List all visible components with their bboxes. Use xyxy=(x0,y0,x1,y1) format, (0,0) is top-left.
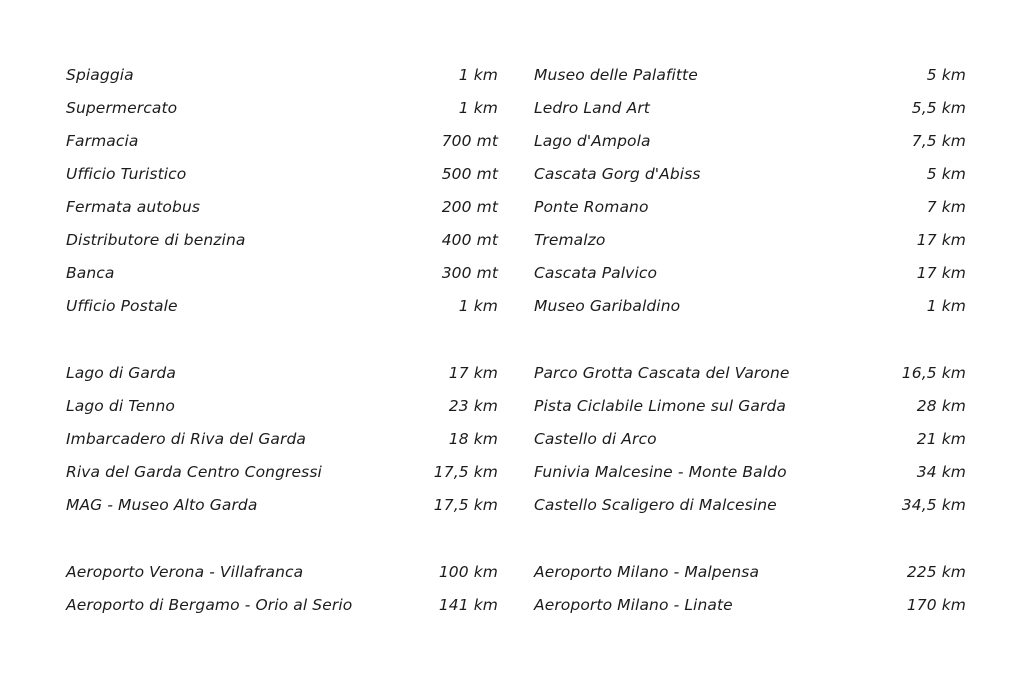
place-name: Fermata autobus xyxy=(66,197,201,216)
right-column xyxy=(534,58,966,655)
place-distance: 34,5 km xyxy=(901,495,966,514)
place-distance: 700 mt xyxy=(441,131,498,150)
place-name: Lago di Tenno xyxy=(66,396,175,415)
list-item xyxy=(534,256,966,289)
list-item xyxy=(534,124,966,157)
list-item xyxy=(534,91,966,124)
left-column xyxy=(66,58,498,655)
list-item xyxy=(66,455,498,488)
place-name: Cascata Gorg d'Abiss xyxy=(534,164,701,183)
list-item xyxy=(534,289,966,322)
place-distance: 1 km xyxy=(458,296,498,315)
place-distance: 100 km xyxy=(438,562,498,581)
place-name: Banca xyxy=(66,263,115,282)
list-item xyxy=(66,289,498,322)
place-name: MAG - Museo Alto Garda xyxy=(66,495,258,514)
list-item xyxy=(534,389,966,422)
place-name: Funivia Malcesine - Monte Baldo xyxy=(534,462,787,481)
place-name: Castello Scaligero di Malcesine xyxy=(534,495,777,514)
list-item xyxy=(534,190,966,223)
list-item xyxy=(534,157,966,190)
place-distance: 1 km xyxy=(926,296,966,315)
place-name: Aeroporto Milano - Malpensa xyxy=(534,562,760,581)
place-distance: 34 km xyxy=(916,462,966,481)
place-name: Aeroporto di Bergamo - Orio al Serio xyxy=(66,595,353,614)
place-distance: 21 km xyxy=(916,429,966,448)
place-name: Imbarcadero di Riva del Garda xyxy=(66,429,307,448)
list-item xyxy=(534,588,966,621)
place-name: Castello di Arco xyxy=(534,429,657,448)
place-name: Museo delle Palafitte xyxy=(534,65,698,84)
left-group-garda-attractions xyxy=(66,356,498,521)
list-item xyxy=(66,157,498,190)
place-distance: 400 mt xyxy=(441,230,498,249)
place-name: Supermercato xyxy=(66,98,178,117)
list-item xyxy=(66,389,498,422)
place-distance: 16,5 km xyxy=(901,363,966,382)
place-name: Parco Grotta Cascata del Varone xyxy=(534,363,790,382)
place-name: Ponte Romano xyxy=(534,197,649,216)
place-name: Ledro Land Art xyxy=(534,98,650,117)
list-item xyxy=(534,356,966,389)
place-distance: 1 km xyxy=(458,65,498,84)
place-distance: 500 mt xyxy=(441,164,498,183)
place-name: Farmacia xyxy=(66,131,139,150)
place-distance: 23 km xyxy=(448,396,498,415)
list-item xyxy=(66,190,498,223)
place-name: Tremalzo xyxy=(534,230,606,249)
place-name: Distributore di benzina xyxy=(66,230,246,249)
list-item xyxy=(66,588,498,621)
list-item xyxy=(534,422,966,455)
place-name: Aeroporto Milano - Linate xyxy=(534,595,733,614)
right-group-airports xyxy=(534,555,966,621)
left-group-airports xyxy=(66,555,498,621)
place-distance: 17 km xyxy=(916,230,966,249)
place-distance: 28 km xyxy=(916,396,966,415)
place-name: Lago d'Ampola xyxy=(534,131,651,150)
right-group-ledro-attractions xyxy=(534,58,966,322)
list-item xyxy=(534,223,966,256)
place-distance: 7 km xyxy=(926,197,966,216)
list-item xyxy=(66,555,498,588)
place-name: Pista Ciclabile Limone sul Garda xyxy=(534,396,786,415)
list-item xyxy=(66,91,498,124)
place-name: Museo Garibaldino xyxy=(534,296,681,315)
place-distance: 17 km xyxy=(916,263,966,282)
place-distance: 300 mt xyxy=(441,263,498,282)
place-name: Ufficio Postale xyxy=(66,296,178,315)
list-item xyxy=(66,58,498,91)
right-group-garda-attractions xyxy=(534,356,966,521)
place-distance: 5 km xyxy=(926,164,966,183)
list-item xyxy=(66,124,498,157)
place-distance: 1 km xyxy=(458,98,498,117)
place-distance: 17 km xyxy=(448,363,498,382)
list-item xyxy=(66,256,498,289)
list-item xyxy=(66,356,498,389)
place-distance: 5 km xyxy=(926,65,966,84)
place-name: Riva del Garda Centro Congressi xyxy=(66,462,322,481)
place-distance: 17,5 km xyxy=(433,495,498,514)
place-distance: 141 km xyxy=(438,595,498,614)
list-item xyxy=(66,223,498,256)
list-item xyxy=(66,422,498,455)
place-name: Aeroporto Verona - Villafranca xyxy=(66,562,304,581)
place-distance: 5,5 km xyxy=(911,98,966,117)
place-distance: 200 mt xyxy=(441,197,498,216)
list-item xyxy=(534,58,966,91)
place-name: Spiaggia xyxy=(66,65,134,84)
left-group-local-services xyxy=(66,58,498,322)
list-item xyxy=(534,555,966,588)
place-distance: 7,5 km xyxy=(911,131,966,150)
place-distance: 17,5 km xyxy=(433,462,498,481)
list-item xyxy=(534,455,966,488)
place-distance: 18 km xyxy=(448,429,498,448)
list-item xyxy=(534,488,966,521)
place-name: Ufficio Turistico xyxy=(66,164,187,183)
place-name: Cascata Palvico xyxy=(534,263,658,282)
place-name: Lago di Garda xyxy=(66,363,176,382)
place-distance: 225 km xyxy=(906,562,966,581)
list-item xyxy=(66,488,498,521)
place-distance: 170 km xyxy=(906,595,966,614)
